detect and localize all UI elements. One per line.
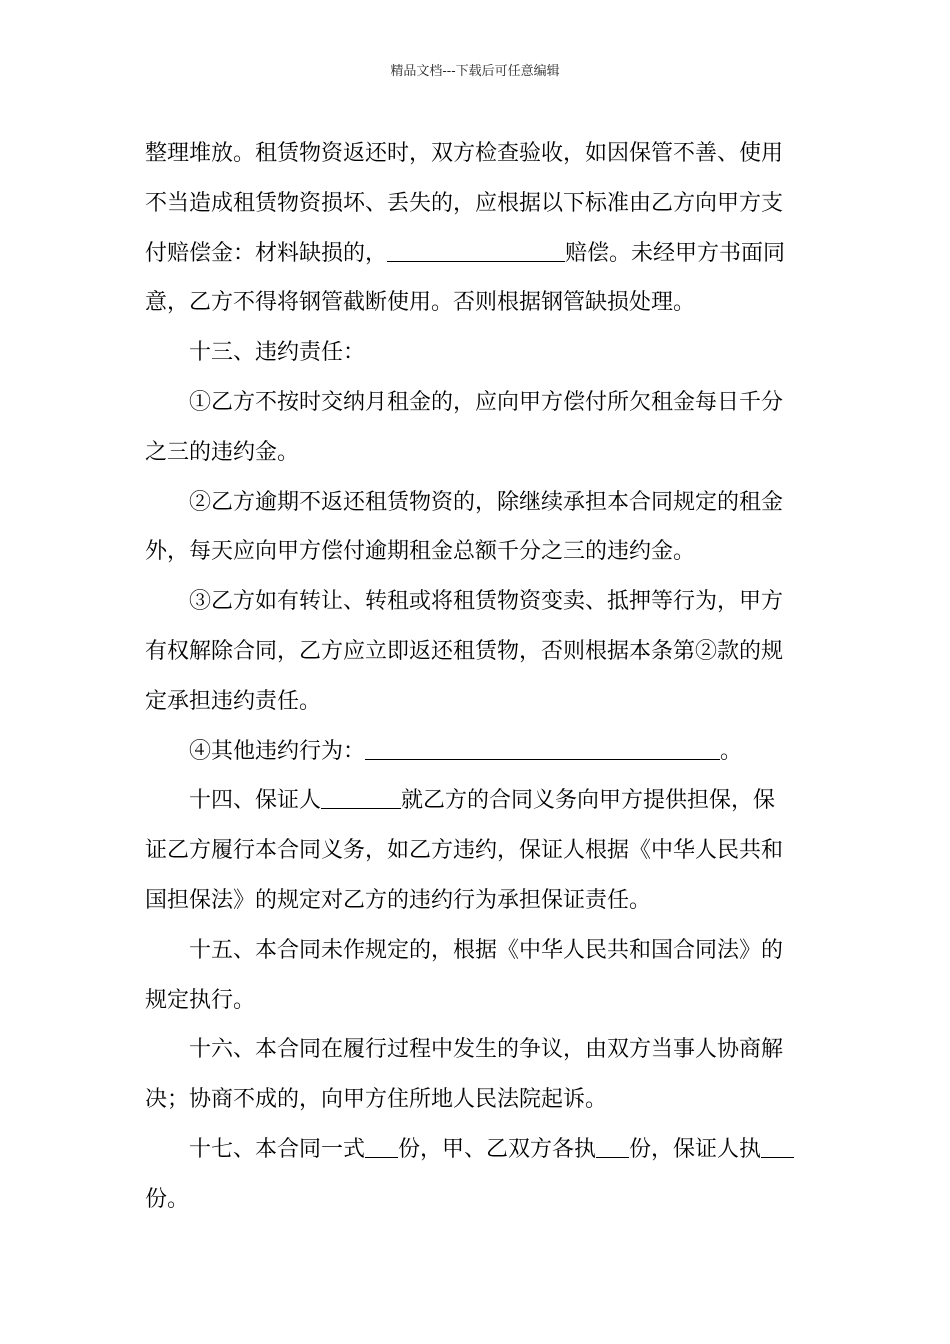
clause-line: ②乙方逾期不返还租赁物资的，除继续承担本合同规定的租金 — [189, 489, 784, 515]
clause-line: 之三的违约金。 — [145, 439, 300, 465]
page-header: 精品文档---下载后可任意编辑 — [390, 64, 560, 79]
fill-in-blank — [321, 786, 401, 809]
line-text: 。 — [720, 738, 743, 764]
clause-line: 有权解除合同，乙方应立即返还租赁物，否则根据本条第②款的规 — [145, 638, 784, 664]
document-body — [145, 129, 810, 1225]
clause-line: 国担保法》的规定对乙方的违约行为承担保证责任。 — [145, 887, 652, 913]
clause-line: 十六、本合同在履行过程中发生的争议，由双方当事人协商解 — [189, 1037, 784, 1063]
body-line: 意，乙方不得将钢管截断使用。否则根据钢管缺损处理。 — [145, 290, 696, 316]
clause-line — [145, 776, 810, 826]
clause-line: 外，每天应向甲方偿付逾期租金总额千分之三的违约金。 — [145, 539, 696, 565]
body-line: 不当造成租赁物资损坏、丢失的，应根据以下标准由乙方向甲方支 — [145, 190, 784, 216]
line-text: 十四、保证人 — [189, 788, 322, 814]
clause-line: 十五、本合同未作规定的，根据《中华人民共和国合同法》的 — [189, 937, 784, 963]
clause-line — [145, 1125, 810, 1175]
section-heading: 十三、违约责任： — [189, 340, 366, 366]
fill-in-blank — [387, 239, 565, 262]
fill-in-blank — [596, 1135, 629, 1158]
body-line: 整理堆放。租赁物资返还时，双方检查验收，如因保管不善、使用 — [145, 141, 784, 166]
body-line — [145, 229, 810, 279]
clause-line: 份。 — [145, 1186, 190, 1212]
line-text: 赔偿。未经甲方书面同 — [565, 240, 786, 266]
line-text: 就乙方的合同义务向甲方提供担保，保 — [401, 788, 776, 814]
line-text: 份，甲、乙双方各执 — [398, 1136, 597, 1162]
fill-in-blank — [365, 737, 720, 760]
clause-line: 规定执行。 — [145, 987, 256, 1013]
clause-line: 定承担违约责任。 — [145, 688, 322, 714]
line-text: 付赔偿金：材料缺损的， — [145, 240, 388, 266]
clause-line: 决；协商不成的，向甲方住所地人民法院起诉。 — [145, 1087, 608, 1113]
clause-line: ③乙方如有转让、转租或将租赁物资变卖、抵押等行为，甲方 — [189, 589, 784, 615]
line-text: 十七、本合同一式 — [189, 1136, 366, 1162]
clause-line: ①乙方不按时交纳月租金的，应向甲方偿付所欠租金每日千分 — [189, 389, 784, 415]
clause-line — [145, 727, 810, 777]
fill-in-blank — [365, 1135, 398, 1158]
line-text: 份，保证人执 — [629, 1136, 762, 1162]
clause-line: 证乙方履行本合同义务，如乙方违约，保证人根据《中华人民共和 — [145, 838, 784, 864]
line-text: ④其他违约行为： — [189, 738, 366, 764]
fill-in-blank — [761, 1135, 794, 1158]
